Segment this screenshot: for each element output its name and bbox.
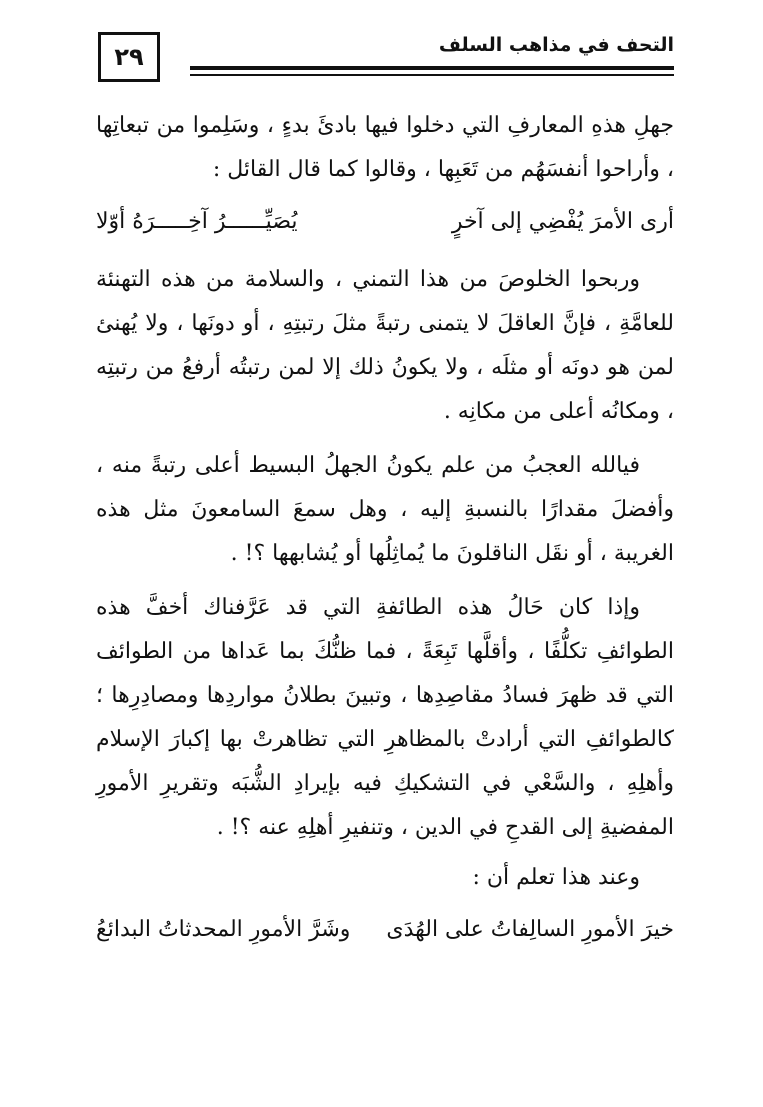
paragraph-2: وربحوا الخلوصَ من هذا التمني ، والسلامة من هذه التهنئة للعامَّةِ ، فإنَّ العاقلَ لا يتمنى رتبةً مثلَ رتبتِهِ ، أو دونَها ، ولا يُهنئ لمن هو دونَه أو مثلَه ، ولا يكونُ ذلك إلا لمن رتبتُه أرفعُ من رتبتِه ، ومكانُه أعلى من مكانِه . xyxy=(96,267,674,424)
header-rule-thin xyxy=(190,74,674,76)
page-header xyxy=(98,28,674,88)
verse-2-first-hemistich: خيرَ الأمورِ السالِفاتُ على الهُدَى xyxy=(386,917,674,942)
page-number: ٢٩ xyxy=(98,32,160,82)
verse-2-second-hemistich: وشَرَّ الأمورِ المحدثاتُ البدائعُ xyxy=(96,917,351,942)
paragraph-3: فيالله العجبُ من علم يكونُ الجهلُ البسيط أعلى رتبةً منه ، وأفضلَ مقدارًا بالنسبةِ إليه ، وهل سمعَ السامعونَ مثل هذه الغريبة ، أو نقَل الناقلونَ ما يُماثِلُها أو يُشابهها ؟! . xyxy=(96,453,674,566)
paragraph-1: جهلِ هذهِ المعارفِ التي دخلوا فيها بادئَ بدءٍ ، وسَلِموا من تبعاتِها ، وأراحوا أنفسَهُم من تَعَبِها ، وقالوا كما قال القائل : xyxy=(96,113,674,182)
verse-1-first-hemistich: أرى الأمرَ يُفْضِي إلى آخرٍ xyxy=(451,209,674,234)
verse-1-second-hemistich: يُصَيِّــــــرُ آخِـــــرَهُ أوّلا xyxy=(96,209,298,234)
header-rule-thick xyxy=(190,66,674,70)
verse-intro: وعند هذا تعلم أن : xyxy=(472,865,640,890)
page-body xyxy=(96,104,674,966)
verse-2 xyxy=(96,908,674,952)
running-title: التحف في مذاهب السلف xyxy=(438,34,674,56)
paragraph-4: وإذا كان حَالُ هذه الطائفةِ التي قد عَرَّفناك أخفَّ هذه الطوائفِ تكلُّفًا ، وأقلَّها تَبِعَةً ، فما ظنُّكَ بما عَداها من الطوائف التي قد ظهرَ فسادُ مقاصِدِها ، وتبينَ بطلانُ مواردِها ومصادِرِها ؛ كالطوائفِ التي أرادتْ بالمظاهرِ التي تظاهرتْ بها إكبارَ الإسلام وأهلِهِ ، والسَّعْي في التشكيكِ فيه بإيرادِ الشُّبَه وتقريرِ الأمورِ المفضيةِ إلى القدحِ في الدين ، وتنفيرِ أهلِهِ عنه ؟! . xyxy=(96,595,674,840)
verse-1 xyxy=(96,200,674,244)
